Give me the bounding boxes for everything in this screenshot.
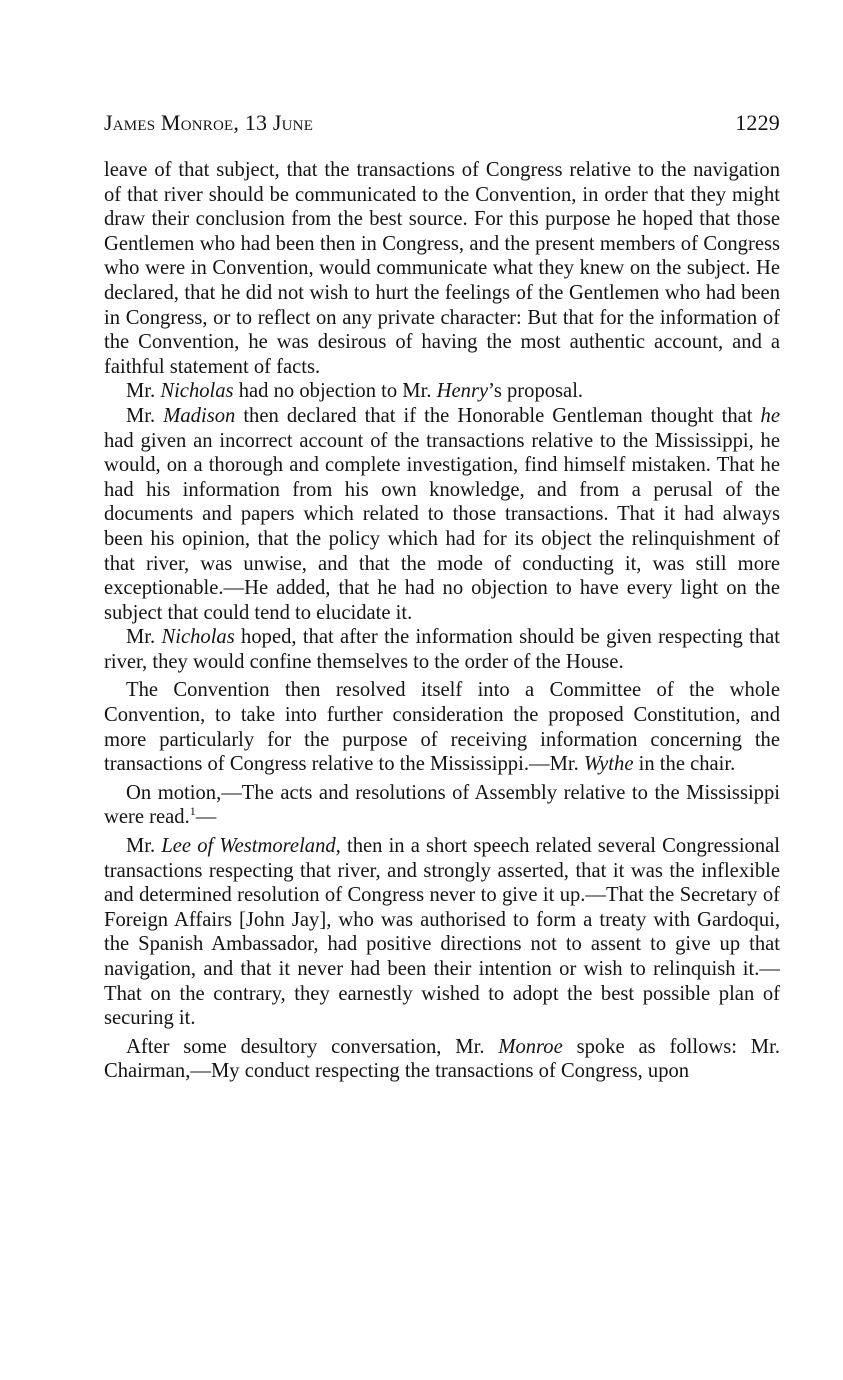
text-run: spoke as follows: Mr. Chairman,—My conduct respecting the transactions of Congress, upon [104,1035,780,1083]
paragraph [104,379,780,404]
text-run: The Convention then resolved itself into a Committee of the whole Convention, to take into further consideration the proposed Constitution, and more particularly for the purpose of receiving information concerning the transactions of Congress relative to the Mississippi.—Mr. [104,679,780,776]
text-run: leave of that subject, that the transactions of Congress relative to the navigation of that river should be communicated to the Convention, in order that they might draw their conclusion from the best source. For this purpose he hoped that those Gentlemen who had been then in Congress, and the present members of Congress who were in Convention, would communicate what they knew on the subject. He declared, that he did not wish to hurt the feelings of the Gentlemen who had been in Congress, or to reflect on any private character: But that for the information of the Convention, he was desirous of having the most authentic account, and a faithful statement of facts. [104,159,780,378]
italic-text: he [760,404,780,427]
text-run: Mr. [126,626,162,649]
text-run: Mr. [126,835,162,858]
paragraph [104,158,780,379]
paragraph [104,834,780,1031]
body-text [104,158,780,1084]
text-run: Mr. [126,380,161,403]
italic-text: Monroe [498,1035,563,1058]
text-run: had given an incorrect account of the transactions relative to the Mississippi, he would, on a thorough and complete investigation, find himself mistaken. That he had his information from his own knowledge, and from a perusal of the documents and papers which related to those transactions. That it had always been his opinion, that the policy which had for its object the relinquishment of that river, was unwise, and that the mode of conducting it, was still more exceptionable.—He added, that he had no objection to have every light on the subject that could tend to elucidate it. [104,429,780,624]
text-run: had no objection to Mr. [233,380,437,403]
text-run: Mr. [126,404,164,427]
italic-text: Lee of Westmoreland, [161,835,341,858]
running-head: James Monroe, 13 June [104,110,314,135]
paragraph [104,1035,780,1084]
text-run: in the chair. [633,753,736,776]
document-page [104,110,780,1084]
paragraph [104,404,780,625]
page-header [104,110,780,140]
italic-text: Nicholas [160,380,234,403]
italic-text: Wythe [583,753,634,776]
italic-text: Henry [436,380,489,403]
text-run: ’s proposal. [488,380,584,403]
paragraph [104,781,780,830]
paragraph [104,625,780,674]
footnote-marker: 1 [189,804,196,819]
page-number: 1229 [735,110,780,135]
text-run: then declared that if the Honorable Gentleman thought that [235,404,761,427]
italic-text: Nicholas [161,626,235,649]
text-run: hoped, that after the information should be given respecting that river, they would confine themselves to the order of the House. [104,626,780,673]
italic-text: Madison [163,404,236,427]
paragraph [104,678,780,776]
text-run: On motion,—The acts and resolutions of Assembly relative to the Mississippi were read. [104,781,780,829]
text-run: then in a short speech related several Congressional transactions respecting that river, and strongly asserted, that it was the inflexible and determined resolution of Congress never to give it up.—That the Secretary of Foreign Affairs [John Jay], who was authorised to form a treaty with Gardoqui, the Spanish Ambassador, had positive directions not to assent to give up that navigation, and that it never had been their intention or wish to relinquish it.—That on the contrary, they earnestly wished to adopt the best possible plan of securing it. [104,835,780,1030]
text-run: After some desultory conversation, Mr. [126,1035,499,1058]
text-run: — [195,806,217,829]
